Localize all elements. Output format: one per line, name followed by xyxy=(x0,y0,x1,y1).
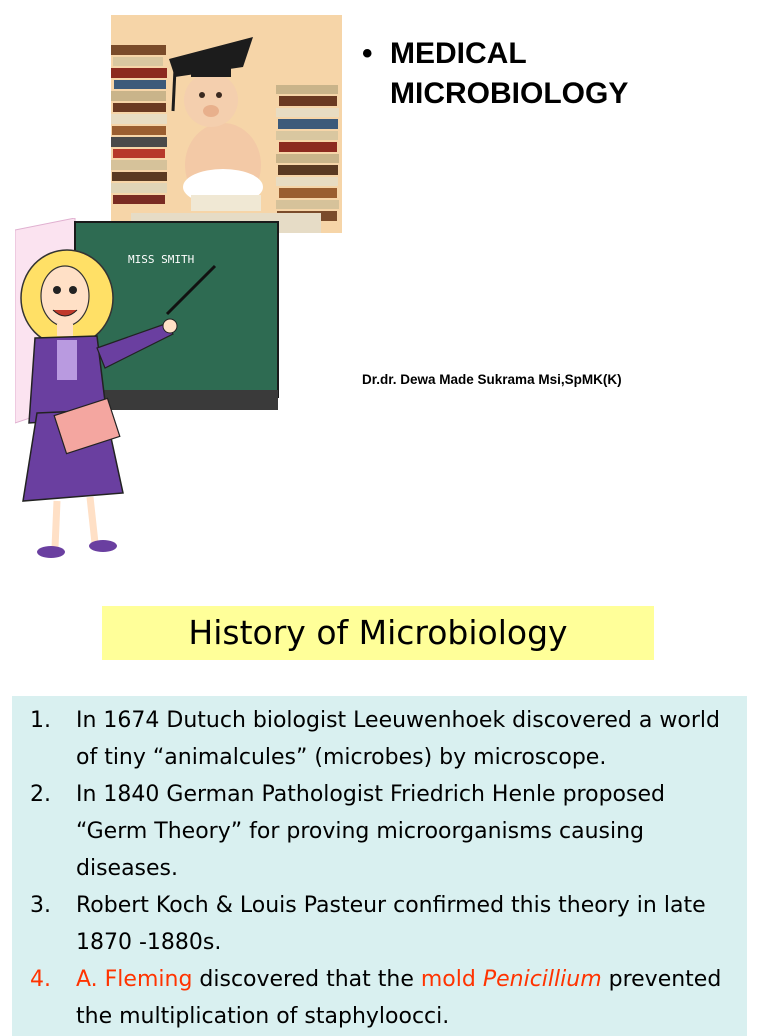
history-list-box xyxy=(12,696,747,1036)
bullet-dot: • xyxy=(362,37,373,70)
item-number: 3. xyxy=(30,893,51,918)
item-text: In 1674 Dutuch biologist Leeuwenhoek discovered a world of tiny “animalcules” (microbes) by microscope. xyxy=(76,708,720,770)
slide-title: MEDICAL MICROBIOLOGY xyxy=(390,37,629,110)
list-item xyxy=(30,887,740,961)
graduate-baby-image xyxy=(111,15,342,233)
item-text: Robert Koch & Louis Pasteur confirmed this theory in late 1870 -1880s. xyxy=(76,893,706,955)
item-text-continued: prevented the multiplication of staphyloocci. xyxy=(76,967,722,1029)
heading-box xyxy=(102,606,654,660)
slide-heading: History of Microbiology xyxy=(188,613,568,652)
item-text: discovered that the xyxy=(192,967,421,992)
board-text: MISS SMITH xyxy=(128,253,195,266)
item-number: 4. xyxy=(30,967,51,992)
history-slide xyxy=(0,580,768,1029)
list-item xyxy=(30,776,740,887)
mold-word: mold xyxy=(420,967,476,992)
genus-name: Penicillium xyxy=(482,967,602,992)
item-number: 2. xyxy=(30,782,51,807)
history-list xyxy=(30,702,740,1035)
author-name: Dr.dr. Dewa Made Sukrama Msi,SpMK(K) xyxy=(362,372,622,387)
item-text: In 1840 German Pathologist Friedrich Henle proposed “Germ Theory” for proving microorganisms causing diseases. xyxy=(76,782,665,881)
item-number: 1. xyxy=(30,708,51,733)
teacher-chalkboard-illustration xyxy=(15,218,285,568)
scientist-name: A. Fleming xyxy=(76,967,193,992)
list-item xyxy=(30,702,740,776)
